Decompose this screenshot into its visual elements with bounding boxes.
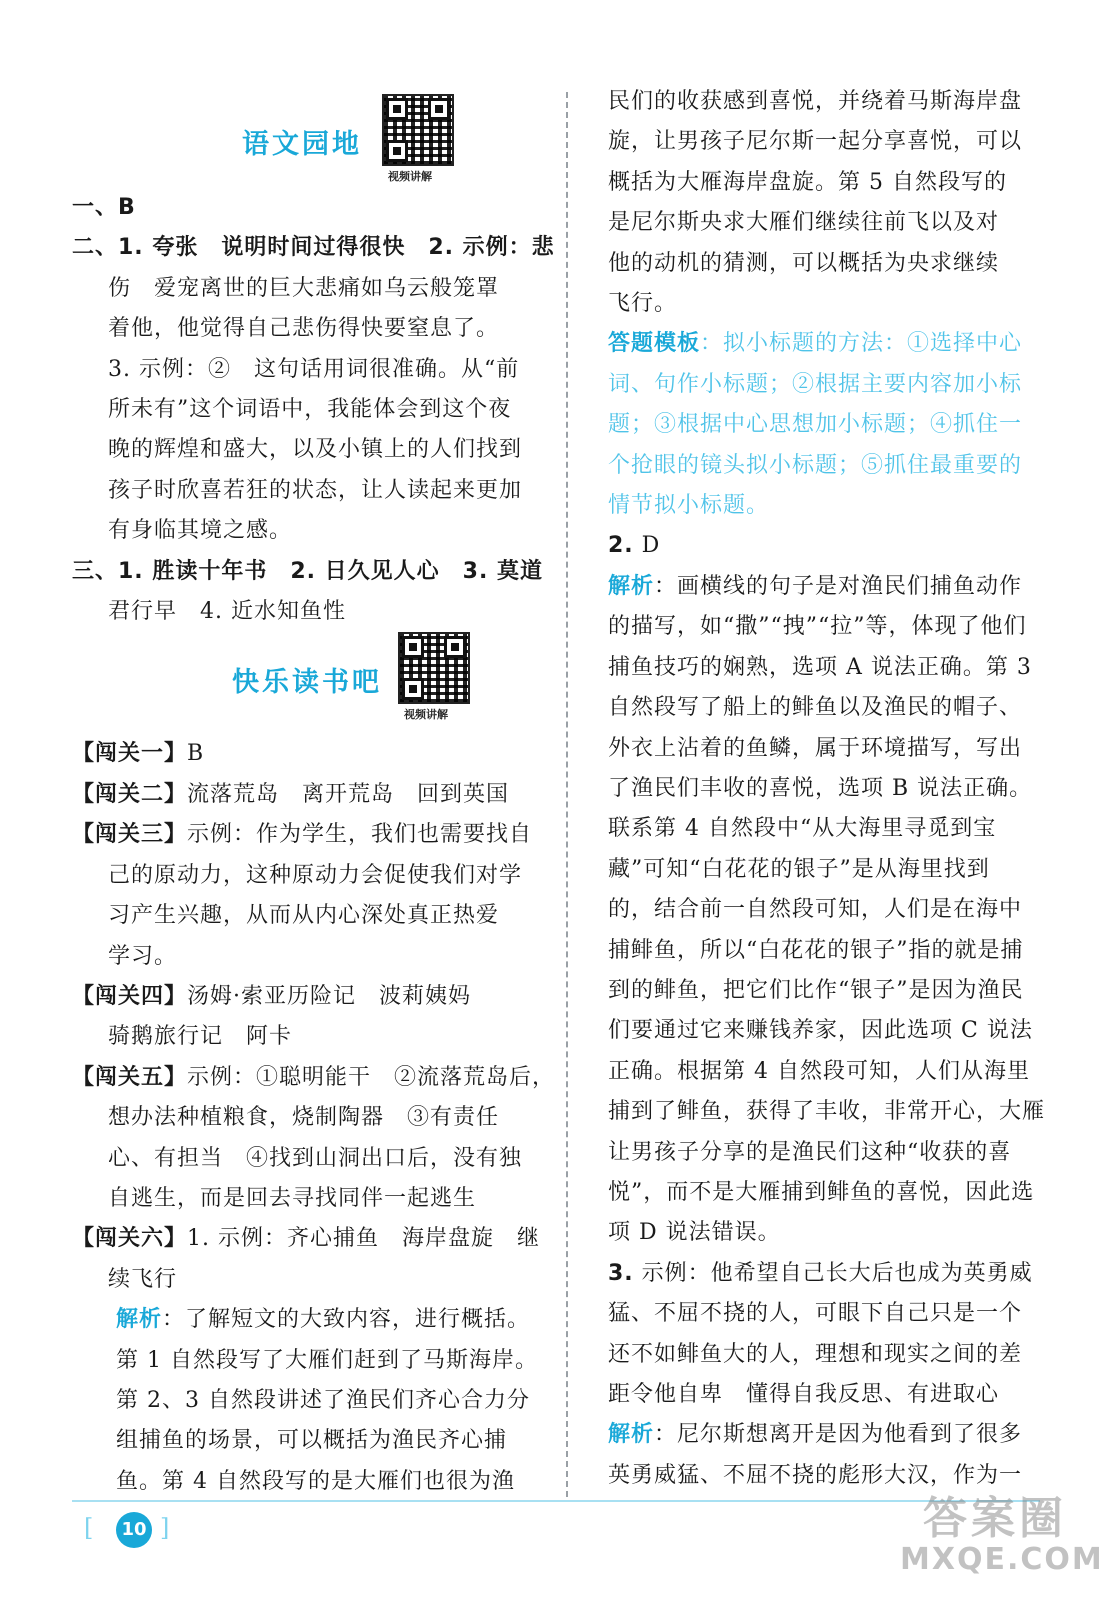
challenge-text: 示例：①聪明能干 ②流落荒岛后， — [187, 1064, 556, 1090]
challenge-line — [72, 815, 550, 855]
analysis-line — [608, 567, 1048, 607]
analysis-line: 项 D 说法错误。 — [608, 1220, 781, 1246]
left-column — [72, 84, 556, 1502]
challenge-line: 心、有担当 ④找到山洞出口后，没有独 — [108, 1145, 523, 1171]
analysis-line: 组捕鱼的场景，可以概括为渔民齐心捕 — [116, 1428, 508, 1454]
watermark — [900, 1482, 1104, 1592]
analysis-line: 藏”可知“白花花的银子”是从海里找到 — [608, 856, 990, 882]
challenge-tag: 【闯关三】 — [72, 822, 188, 848]
challenge-tag: 【闯关五】 — [72, 1064, 188, 1090]
analysis-text: ：尼尔斯想离开是因为他看到了很多 — [654, 1422, 1023, 1448]
analysis-label: 解析 — [608, 573, 655, 599]
decorative-bracket-icon: ] — [160, 1514, 170, 1542]
analysis-line: 鱼。第 4 自然段写的是大雁们也很为渔 — [116, 1468, 515, 1494]
challenge-text: 1. 示例：齐心捕鱼 海岸盘旋 继 — [187, 1226, 541, 1252]
template-line — [608, 324, 1048, 364]
challenge-text: 示例：作为学生，我们也需要找自 — [187, 822, 533, 848]
answer-line: 距令他自卑 懂得自我反思、有进取心 — [608, 1382, 1000, 1407]
answer-line: 三、1. 胜读十年书 2. 日久见人心 3. 莫道 — [72, 558, 543, 584]
qr-caption: 视频讲解 — [404, 708, 448, 722]
challenge-line — [72, 775, 550, 815]
question-answer: D — [641, 533, 661, 559]
challenge-line: 续飞行 — [108, 1266, 178, 1292]
analysis-line — [72, 1300, 550, 1340]
challenge-line — [72, 734, 550, 774]
analysis-label: 解析 — [608, 1422, 655, 1448]
challenge-line: 自逃生，而是回去寻找同伴一起逃生 — [108, 1185, 477, 1211]
analysis-line: 外衣上沾着的鱼鳞，属于环境描写，写出 — [608, 735, 1023, 761]
section-title: 语文园地 — [242, 129, 362, 160]
analysis-line: 他的动机的猜测，可以概括为央求继续 — [608, 250, 1000, 276]
section-header-yuwen — [72, 84, 550, 188]
analysis-line: 飞行。 — [608, 291, 678, 317]
template-label: 答题模板 — [608, 331, 701, 357]
challenge-line — [72, 1219, 550, 1259]
answer-line: 还不如鲱鱼大的人，理想和现实之间的差 — [608, 1341, 1023, 1367]
analysis-line: 到的鲱鱼，把它们比作“银子”是因为渔民 — [608, 977, 1024, 1003]
challenge-tag: 【闯关六】 — [72, 1226, 188, 1252]
answer-line: 二、1. 夸张 说明时间过得很快 2. 示例：悲 — [72, 235, 555, 261]
template-line: 情节拟小标题。 — [608, 493, 770, 519]
analysis-line: 捕到了鲱鱼，获得了丰收，非常开心，大雁 — [608, 1099, 1046, 1125]
analysis-line — [608, 1415, 1048, 1455]
analysis-line: 了渔民们丰收的喜悦，选项 B 说法正确。 — [608, 775, 1033, 801]
qr-caption: 视频讲解 — [388, 170, 432, 183]
analysis-line: 联系第 4 自然段中“从大海里寻觅到宝 — [608, 816, 997, 842]
answer-line: 晚的辉煌和盛大，以及小镇上的人们找到 — [108, 437, 523, 463]
challenge-tag: 【闯关一】 — [72, 741, 188, 767]
analysis-line: 是尼尔斯央求大雁们继续往前飞以及对 — [608, 210, 1000, 236]
challenge-tag: 【闯关四】 — [72, 983, 188, 1009]
analysis-line: 第 2、3 自然段讲述了渔民们齐心合力分 — [116, 1387, 530, 1413]
analysis-line: 捕鱼技巧的娴熟，选项 A 说法正确。第 3 — [608, 654, 1032, 680]
analysis-line: 让男孩子分享的是渔民们这种“收获的喜 — [608, 1139, 1012, 1165]
challenge-line: 习产生兴趣，从而从内心深处真正热爱 — [108, 903, 500, 929]
section-header-kuaile — [72, 632, 550, 734]
answer-line: 所未有”这个词语中，我能体会到这个夜 — [108, 397, 512, 423]
watermark-logo: 答案圈 — [923, 1493, 1067, 1544]
answer-line: 君行早 4. 近水知鱼性 — [108, 599, 346, 625]
analysis-line: 正确。根据第 4 自然段可知，人们从海里 — [608, 1058, 1030, 1084]
decorative-bracket-icon: [ — [84, 1514, 94, 1542]
challenge-text: B — [187, 741, 205, 767]
template-text: ：拟小标题的方法：①选择中心 — [700, 331, 1023, 357]
right-column — [608, 82, 1048, 1496]
template-line: 题；③根据中心思想加小标题；④抓住一 — [608, 412, 1023, 438]
challenge-line: 己的原动力，这种原动力会促使我们对学 — [108, 862, 523, 888]
answer-line: 着他，他觉得自己悲伤得快要窒息了。 — [108, 316, 500, 342]
analysis-label: 解析 — [116, 1307, 163, 1333]
analysis-line: 概括为大雁海岸盘旋。第 5 自然段写的 — [608, 169, 1007, 195]
challenge-text: 流落荒岛 离开荒岛 回到英国 — [187, 781, 510, 807]
challenge-line: 想办法种植粮食，烧制陶器 ③有责任 — [108, 1105, 500, 1131]
analysis-line: 悦”，而不是大雁捕到鲱鱼的喜悦，因此选 — [608, 1179, 1035, 1205]
question-number: 2. — [608, 533, 634, 559]
question-3-answer — [608, 1254, 1048, 1294]
analysis-line: 捕鲱鱼，所以“白花花的银子”指的就是捕 — [608, 937, 1024, 963]
analysis-text: ：画横线的句子是对渔民们捕鱼动作 — [654, 573, 1023, 599]
question-answer: 示例：他希望自己长大后也成为英勇威 — [641, 1260, 1033, 1286]
analysis-line: 的，结合前一自然段可知，人们是在海中 — [608, 897, 1023, 923]
template-line: 个抢眼的镜头拟小标题；⑤抓住最重要的 — [608, 452, 1023, 478]
challenge-line: 学习。 — [108, 943, 178, 969]
column-divider — [566, 92, 568, 1497]
analysis-line: 们要通过它来赚钱养家，因此选项 C 说法 — [608, 1018, 1033, 1044]
watermark-url: MXQE.COM — [900, 1542, 1104, 1577]
question-2-answer — [608, 526, 1048, 566]
answer-line: 一、B — [72, 195, 136, 220]
answer-line: 孩子时欣喜若狂的状态，让人读起来更加 — [108, 477, 523, 503]
challenge-tag: 【闯关二】 — [72, 781, 188, 807]
analysis-line: 民们的收获感到喜悦，并绕着马斯海岸盘 — [608, 89, 1023, 114]
analysis-line: 旋，让男孩子尼尔斯一起分享喜悦，可以 — [608, 129, 1023, 155]
answer-line: 伤 爱宠离世的巨大悲痛如乌云般笼罩 — [108, 275, 500, 301]
template-line: 词、句作小标题；②根据主要内容加小标 — [608, 371, 1023, 397]
challenge-line: 骑鹅旅行记 阿卡 — [108, 1024, 293, 1050]
question-number: 3. — [608, 1260, 634, 1286]
analysis-line: 英勇威猛、不屈不挠的彪形大汉，作为一 — [608, 1462, 1023, 1488]
answer-line: 猛、不屈不挠的人，可眼下自己只是一个 — [608, 1301, 1023, 1327]
answer-line: 有身临其境之感。 — [108, 518, 293, 544]
analysis-line: 的描写，如“撒”“拽”“拉”等，体现了他们 — [608, 614, 1027, 640]
analysis-line: 自然段写了船上的鲱鱼以及渔民的帽子、 — [608, 695, 1023, 721]
challenge-text: 汤姆·索亚历险记 波莉姨妈 — [187, 983, 472, 1009]
qr-code-icon[interactable] — [398, 632, 470, 704]
section-title: 快乐读书吧 — [232, 667, 382, 699]
analysis-line: 第 1 自然段写了大雁们赶到了马斯海岸。 — [116, 1347, 538, 1373]
page-number: 10 — [116, 1512, 152, 1548]
answer-line: 3. 示例：② 这句话用词很准确。从“前 — [108, 356, 520, 382]
footer-rule — [72, 1500, 1040, 1502]
challenge-line — [72, 1058, 556, 1098]
qr-code-icon[interactable] — [382, 94, 454, 166]
challenge-line — [72, 977, 550, 1017]
analysis-text: ：了解短文的大致内容，进行概括。 — [162, 1307, 531, 1333]
